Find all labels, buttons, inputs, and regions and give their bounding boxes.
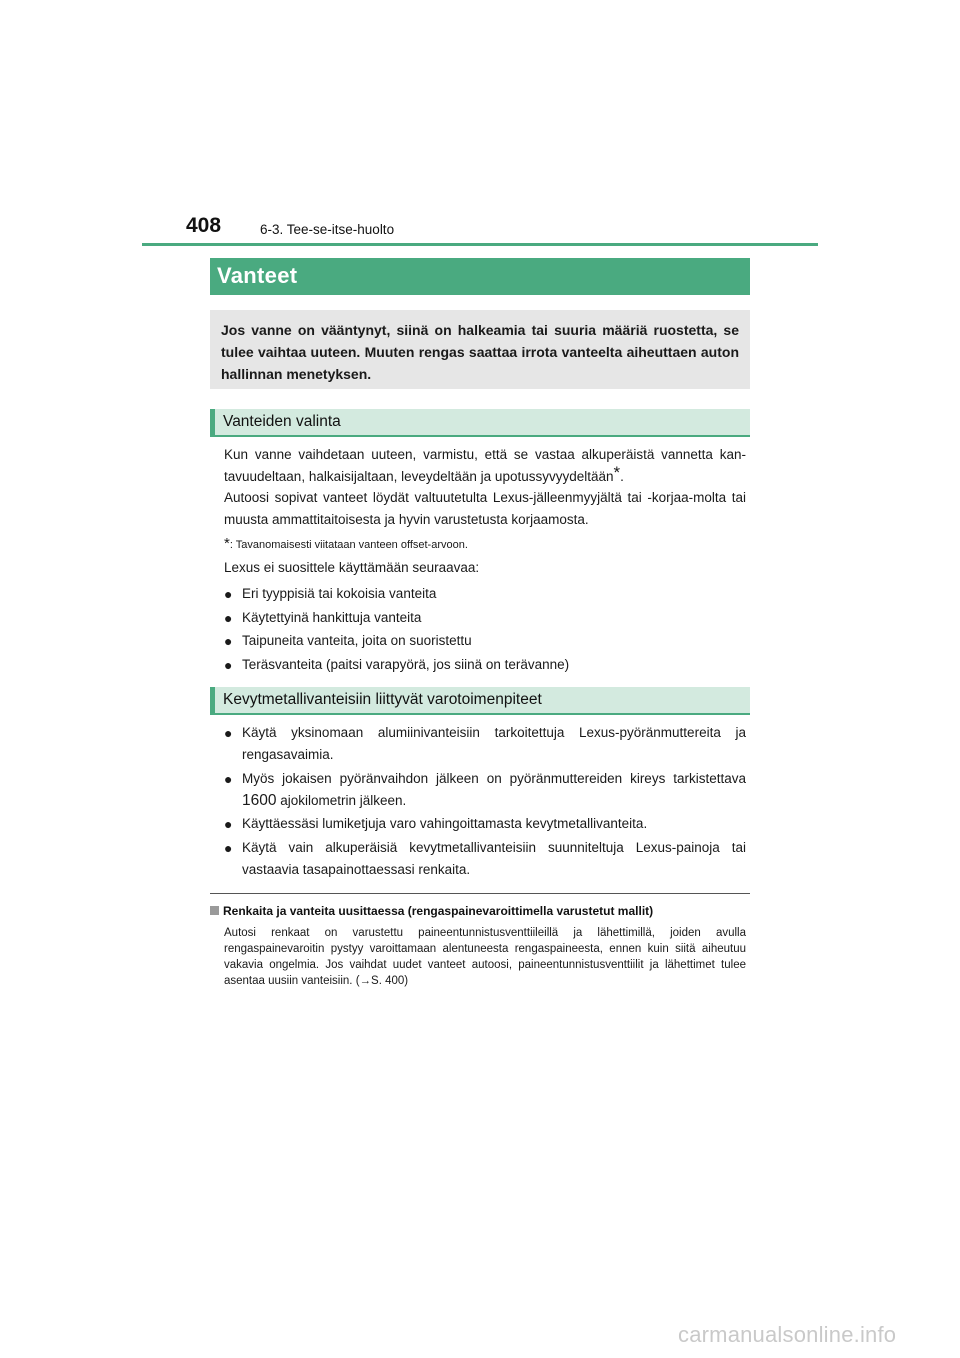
footnote-star: * xyxy=(224,535,230,552)
bullet-icon: ● xyxy=(224,725,233,741)
page-reference-link[interactable]: S. 400) xyxy=(371,975,409,987)
section-heading-text: Vanteiden valinta xyxy=(223,413,341,430)
page-title-bar xyxy=(210,258,750,295)
bullet-icon: ● xyxy=(224,770,233,787)
footnote-marker: * xyxy=(613,463,621,482)
section-heading-wheel-selection xyxy=(210,409,750,437)
intro-text: Jos vanne on vääntynyt, siinä on halkeamia tai suuria määriä ruostetta, se tulee vaihtaa uuteen. Muuten rengas saattaa irrota vanteelta aiheuttaen auton hallinnan menetyksen. xyxy=(221,322,739,382)
section-reference: 6-3. Tee-se-itse-huolto xyxy=(260,222,395,237)
bullet-icon: ● xyxy=(224,656,233,673)
dealer-paragraph: Autoosi sopivat vanteet löydät valtuutetulta Lexus-jälleenmyyjältä tai -korjaa-molta tai muusta ammattitaitoisesta ja hyvin varustetusta korjaamosta. xyxy=(224,490,746,527)
alloy-precautions-list xyxy=(224,722,746,882)
list-item: ● Käyttäessäsi lumiketjuja varo vahingoittamasta kevytmetallivanteita. xyxy=(224,813,746,835)
note-body: Autosi renkaat on varustettu paineentunnistusventtiileillä ja lähettimillä, joiden avulla rengaspainevaroitin pystyy varoittamaan alentuneesta rengaspaineesta, ennen kuin siitä aiheutuu vakavia ongelmia. Jos vaihdat uudet vanteet autoosi, paineentunnistusventtiilit ja lähettimet tulee asentaa uusiin vanteisiin. (→S. 400) xyxy=(224,927,746,987)
list-item: ● Eri tyyppisiä tai kokoisia vanteita xyxy=(224,583,746,605)
bullet-icon: ● xyxy=(224,609,233,626)
list-item: ● Käytä yksinomaan alumiinivanteisiin tarkoitettuja Lexus-pyöränmuttereita ja rengasavaimia. xyxy=(224,722,746,766)
page-number: 408 xyxy=(186,214,222,237)
page-title: Vanteet xyxy=(217,263,298,288)
square-bullet-icon xyxy=(210,906,219,915)
header-divider xyxy=(142,243,818,246)
not-recommended-list xyxy=(224,583,746,677)
bullet-icon: ● xyxy=(224,839,233,856)
not-recommended-lead: Lexus ei suosittele käyttämään seuraavaa: xyxy=(224,560,480,575)
section-heading-text: Kevytmetallivanteisiin liittyvät varotoimenpiteet xyxy=(223,691,542,708)
note-title: Renkaita ja vanteita uusittaessa (rengaspainevaroittimella varustetut mallit) xyxy=(210,904,653,918)
wheel-selection-paragraph: Kun vanne vaihdetaan uuteen, varmistu, että se vastaa alkuperäistä vannetta kan-tavuudeltaan, halkaisijaltaan, leveydeltään ja upotussyvyydeltään*. xyxy=(224,447,746,484)
list-item: ● Taipuneita vanteita, joita on suoristettu xyxy=(224,630,746,652)
list-item: ● Teräsvanteita (paitsi varapyörä, jos siinä on terävanne) xyxy=(224,654,746,676)
list-item: ● Myös jokaisen pyöränvaihdon jälkeen on pyöränmuttereiden kireys tarkistettava 1600 ajokilometrin jälkeen. xyxy=(224,768,746,812)
list-item: ● Käytettyinä hankittuja vanteita xyxy=(224,607,746,629)
section-heading-alloy-precautions xyxy=(210,687,750,715)
bullet-icon: ● xyxy=(224,633,233,649)
footnote: *: Tavanomaisesti viitataan vanteen offset-arvoon. xyxy=(224,535,468,552)
arrow-right-icon: → xyxy=(359,975,372,987)
list-item: ● Käytä vain alkuperäisiä kevytmetallivanteisiin suunniteltuja Lexus-painoja tai vastaavia tasapainottaessasi renkaita. xyxy=(224,837,746,881)
bullet-icon: ● xyxy=(224,816,233,832)
notes-divider xyxy=(210,893,750,894)
bullet-icon: ● xyxy=(224,586,233,602)
intro-box xyxy=(210,310,750,389)
watermark: carmanualsonline.info xyxy=(678,1322,897,1347)
